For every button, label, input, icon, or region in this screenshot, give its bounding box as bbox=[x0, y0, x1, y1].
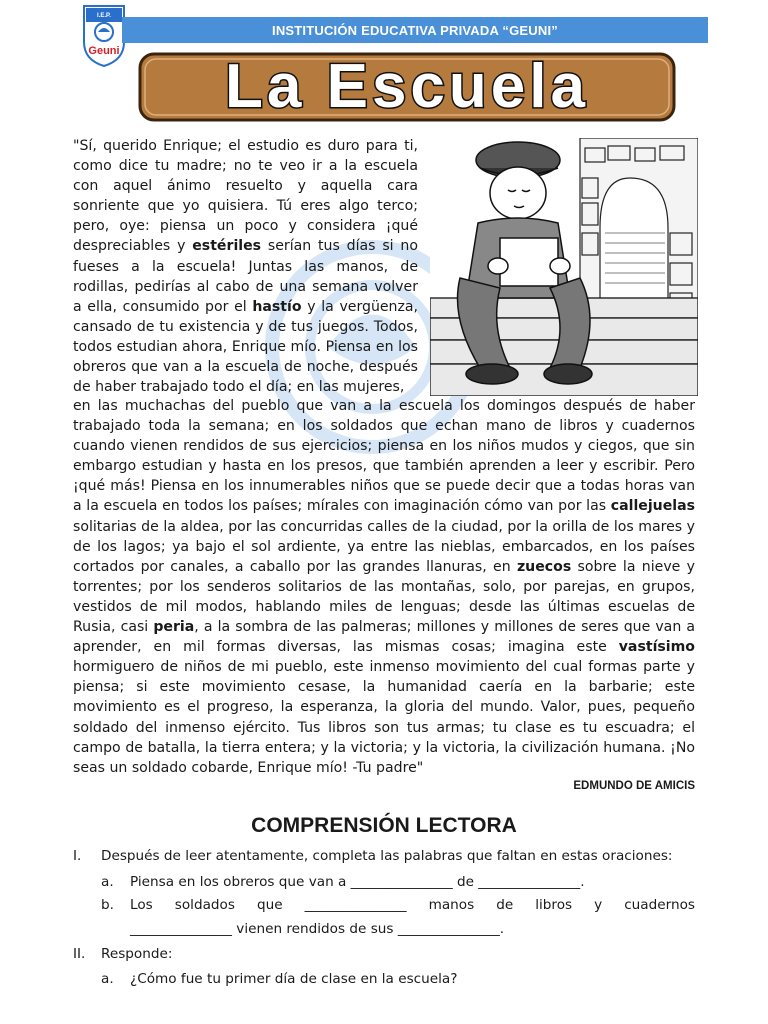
question-letter: a. bbox=[101, 971, 114, 987]
reading-text: "Sí, querido Enrique; el estudio es duro para ti, como dice tu madre; no te veo ir a la escuela con aquel ánimo resuelto y aquella cara sonriente que yo quisiera. Tú eres algo terco; pero, oye: piensa un poco y considera ¡qué despreciables y bbox=[73, 138, 418, 255]
question-number: I. bbox=[73, 848, 82, 864]
reading-text: y la vergüenza, cansado de tu existencia y de tus juegos. Todos, todos estudian ahora, Enrique mío. Piensa en los obreros que van a la escuela de noche, después de haber trabajado todo el día; en las mujeres, bbox=[73, 298, 419, 396]
reading-text-part-1 bbox=[73, 136, 418, 397]
question-text: Después de leer atentamente, completa las palabras que faltan en estas oraciones: bbox=[101, 848, 673, 864]
reading-text: solitarias de la aldea, por las concurridas calles de la ciudad, por la orilla de los mares y de los lagos; ya bajo el sol ardiente, ya entre las nieblas, embarcados, en los países cortados por canales, a caballo por las grandes llanuras, en bbox=[73, 518, 695, 575]
keyword-esteriles: estériles bbox=[192, 238, 262, 255]
keyword-peria: peria bbox=[153, 619, 195, 636]
boy-reading-illustration bbox=[430, 138, 698, 396]
logo-top-text: I.E.P. bbox=[97, 13, 111, 19]
question-number: II. bbox=[73, 946, 86, 962]
question-text: _______________ vienen rendidos de sus _______________. bbox=[130, 921, 505, 937]
title-banner bbox=[138, 52, 676, 122]
reading-text: hormiguero de niños de mi pueblo, este inmenso movimiento del cual formas parte y piensa; si este movimiento cesase, la humanidad caería en la barbarie; este movimiento es el progreso, la esperanza, la gloria del mundo. Valor, pues, pequeño soldado del inmenso ejército. Tus libros son tus armas; tu clase es tu escuadra; el campo de batalla, la tierra entera; y la victoria; y la victoria, la civilización humana. ¡No seas un soldado cobarde, Enrique mío! -Tu padre" bbox=[73, 659, 695, 776]
reading-text: en las muchachas del pueblo que van a la escuela los domingos después de haber trabajado toda la semana; en los soldados que echan mano de libros y cuadernos cuando vienen rendidos de sus ejercicios; piensa en los niños mudos y ciegos, que sin embargo estudian y hasta en los presos, que también aprenden a leer y escribir. Pero ¡qué más! Piensa en los innumerables niños que se puede decir que a todas horas van a la escuela en todos los países; mírales con imaginación cómo van por las bbox=[73, 398, 695, 515]
question-letter: a. bbox=[101, 874, 114, 890]
institution-name: INSTITUCIÓN EDUCATIVA PRIVADA “GEUNI” bbox=[272, 22, 558, 38]
reading-text: , a la sombra de las palmeras; millones y millones de seres que van a aprender, en mil formas diversas, las mismas cosas; imagina este bbox=[73, 619, 695, 656]
keyword-zuecos: zuecos bbox=[516, 558, 572, 575]
page-title: La Escuela bbox=[225, 52, 589, 121]
reading-text-part-2 bbox=[73, 396, 695, 778]
question-letter: b. bbox=[101, 897, 114, 913]
reading-text: sobre la nieve y torrentes; por los senderos solitarios de las montañas, solo, por parejas, en grupos, vestidos de mil modos, hablando miles de lenguas; desde las últimas escuelas de Rusia, casi bbox=[73, 558, 696, 636]
author-name: EDMUNDO DE AMICIS bbox=[573, 780, 695, 792]
keyword-callejuelas: callejuelas bbox=[610, 498, 695, 515]
question-text: ¿Cómo fue tu primer día de clase en la escuela? bbox=[130, 971, 458, 987]
comprension-title: COMPRENSIÓN LECTORA bbox=[251, 814, 517, 837]
question-text: Responde: bbox=[101, 946, 173, 962]
logo-name: Geuni bbox=[88, 45, 120, 57]
keyword-vastisimo: vastísimo bbox=[618, 639, 695, 656]
question-text: Los soldados que _______________ manos de libros y cuadernos bbox=[130, 897, 695, 913]
reading-text: serían tus días si no fueses a la escuela! Juntas las manos, de rodillas, pedirías al cabo de una semana volver a ella, consumido por el bbox=[73, 238, 418, 315]
institution-header bbox=[122, 17, 708, 43]
keyword-hastio: hastío bbox=[252, 298, 302, 315]
question-text: Piensa en los obreros que van a _______________ de _______________. bbox=[130, 874, 585, 890]
school-logo bbox=[80, 2, 128, 68]
